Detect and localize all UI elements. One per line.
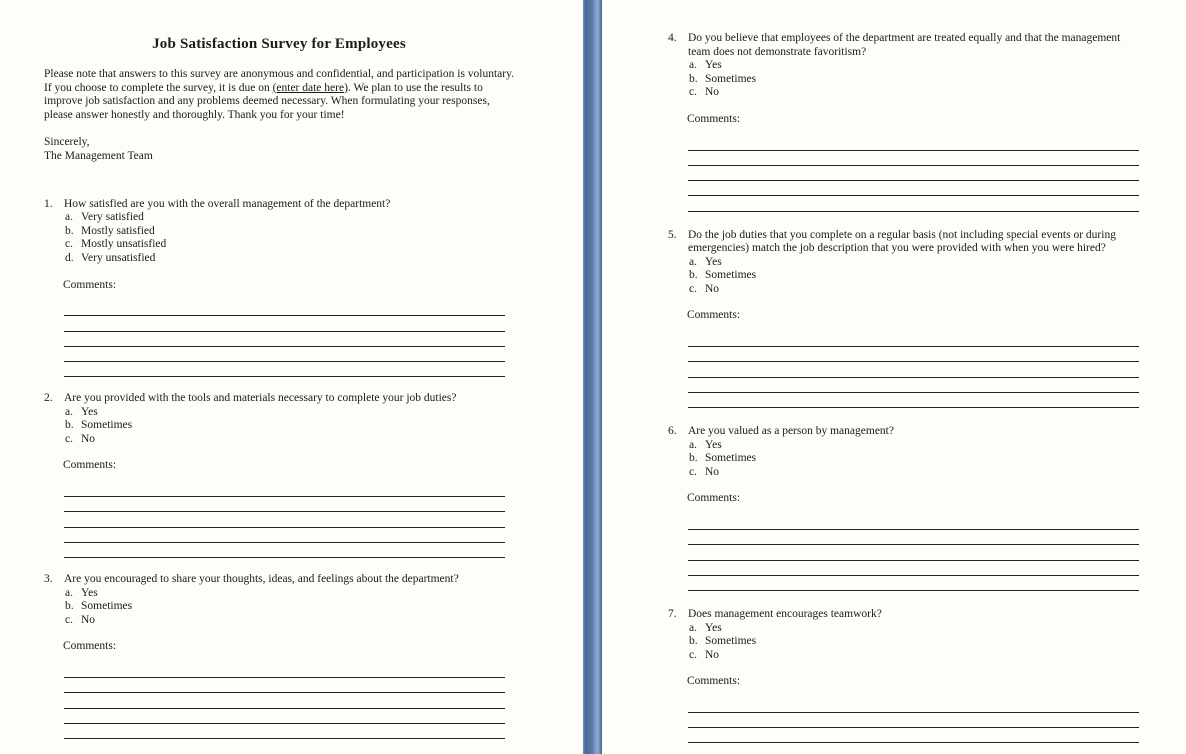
comment-writing-line [688,196,1139,211]
question-text: Are you encouraged to share your thoughts, ideas, and feelings about the department? [64,572,459,585]
page-title: Job Satisfaction Survey for Employees [152,36,406,52]
question-text: Do the job duties that you complete on a regular basis (not including special events or during emergencies) match the job description that you were provided with when you were hired? [688,228,1116,255]
intro-paragraph [44,68,517,122]
option-letter: b. [65,419,74,432]
option-label: Sometimes [705,452,757,465]
comment-writing-line [64,709,505,724]
question-6 [668,425,1140,591]
due-date-placeholder: (enter date here) [272,81,348,94]
question-4 [668,32,1140,212]
answer-options [689,59,1140,100]
answer-option [689,635,1140,649]
option-label: Sometimes [81,419,133,432]
comment-writing-line [688,713,1139,728]
option-label: No [81,613,96,626]
intro-text-after: . We plan to use the results to improve job satisfaction and any problems deemed necessary. When formulating your responses, please answer honestly and thoroughly. Thank you for your time! [44,81,493,121]
comment-writing-line [64,347,505,362]
question-1 [44,198,514,378]
comment-writing-line [64,543,505,558]
page-divider-bar [583,0,602,754]
option-label: Yes [705,621,722,634]
comment-writing-line [64,528,505,543]
answer-option [65,238,514,252]
answer-option [65,211,514,225]
option-label: Yes [705,438,722,451]
option-label: Yes [81,405,98,418]
answer-option [65,225,514,239]
question-number: 3. [44,572,53,585]
comment-writing-line [64,678,505,693]
comment-writing-line [64,482,505,497]
option-label: Very satisfied [81,211,144,224]
comment-writing-line [64,362,505,377]
option-label: Mostly unsatisfied [81,238,167,251]
comment-writing-line [688,151,1139,166]
option-label: Sometimes [705,269,757,282]
option-letter: b. [689,635,698,648]
option-label: Sometimes [705,635,757,648]
answer-option [65,433,514,447]
answer-option [65,587,514,601]
option-label: Yes [81,586,98,599]
comment-writing-line [64,497,505,512]
comment-writing-line [688,576,1139,591]
answer-options [689,439,1140,480]
question-number: 2. [44,392,53,405]
option-letter: a. [689,255,697,268]
answer-option [65,614,514,628]
question-3 [44,573,514,739]
option-label: Yes [705,255,722,268]
comment-lines [688,332,1139,408]
option-label: Sometimes [81,600,133,613]
question-number: 5. [668,228,677,241]
signature-name: The Management Team [44,149,153,162]
question-number: 1. [44,197,53,210]
answer-options [689,256,1140,297]
option-letter: a. [689,438,697,451]
comment-writing-line [688,378,1139,393]
comment-lines [688,698,1139,744]
answer-option [689,622,1140,636]
comments-label: Comments: [63,640,117,653]
answer-options [689,622,1140,663]
comment-lines [688,515,1139,591]
option-letter: a. [65,211,73,224]
comment-writing-line [688,332,1139,347]
comment-writing-line [64,332,505,347]
option-letter: c. [65,432,73,445]
answer-option [689,269,1140,283]
comment-writing-line [64,663,505,678]
question-number: 7. [668,607,677,620]
option-letter: d. [65,251,74,264]
comments-label: Comments: [687,112,741,125]
comment-lines [64,663,505,739]
question-text: Does management encourages teamwork? [688,607,882,620]
comment-lines [64,301,505,377]
comment-writing-line [688,393,1139,408]
comment-writing-line [688,166,1139,181]
answer-option [65,252,514,266]
signature-block [44,136,514,163]
answer-option [689,283,1140,297]
comment-writing-line [688,136,1139,151]
comment-writing-line [688,561,1139,576]
option-letter: b. [65,600,74,613]
right-page [602,0,1186,754]
option-label: No [81,432,96,445]
question-number: 6. [668,425,677,437]
answer-option [689,73,1140,87]
option-letter: b. [65,224,74,237]
option-letter: c. [65,613,73,626]
answer-option [689,452,1140,466]
comments-label: Comments: [687,309,741,322]
comment-lines [688,136,1139,212]
comment-writing-line [64,316,505,331]
option-letter: a. [65,405,73,418]
option-label: Yes [705,59,722,72]
comment-writing-line [688,698,1139,713]
option-letter: a. [65,586,73,599]
question-5 [668,229,1140,409]
option-letter: a. [689,59,697,72]
answer-option [65,406,514,420]
comment-writing-line [688,347,1139,362]
option-label: No [705,282,720,295]
comment-writing-line [688,515,1139,530]
comments-label: Comments: [687,492,741,505]
comments-label: Comments: [63,459,117,472]
comment-writing-line [688,362,1139,377]
option-label: Very unsatisfied [81,251,156,264]
question-text: Are you valued as a person by management? [688,425,894,437]
question-2 [44,392,514,558]
option-letter: b. [689,269,698,282]
comment-writing-line [64,301,505,316]
question-text: How satisfied are you with the overall management of the department? [64,197,391,210]
answer-option [65,419,514,433]
comments-label: Comments: [63,278,117,291]
option-letter: b. [689,452,698,465]
answer-option [689,59,1140,73]
question-number: 4. [668,32,677,44]
comment-writing-line [688,728,1139,743]
left-page [0,0,583,754]
option-letter: c. [689,648,697,661]
option-label: Mostly satisfied [81,224,155,237]
signature-salutation: Sincerely, [44,136,90,149]
comment-lines [64,482,505,558]
answer-option [689,466,1140,480]
answer-options [65,587,514,628]
comment-writing-line [688,545,1139,560]
option-letter: b. [689,72,698,85]
option-label: No [705,648,720,661]
answer-option [689,649,1140,663]
option-letter: c. [65,238,73,251]
answer-options [65,406,514,447]
option-label: No [705,465,720,478]
option-letter: c. [689,282,697,295]
intro-text-before: Please note that answers to this survey are anonymous and confidential, and participation is voluntary. If you choose to complete the survey, it is due on [44,68,517,94]
option-label: No [705,86,720,99]
question-text: Are you provided with the tools and materials necessary to complete your job duties? [64,392,457,405]
option-letter: a. [689,621,697,634]
comment-writing-line [64,724,505,739]
comment-writing-line [688,530,1139,545]
answer-option [689,256,1140,270]
answer-option [65,600,514,614]
comments-label: Comments: [687,675,741,688]
answer-option [689,86,1140,100]
option-label: Sometimes [705,72,757,85]
answer-options [65,211,514,265]
comment-writing-line [64,512,505,527]
comment-writing-line [688,181,1139,196]
question-7 [668,608,1140,744]
option-letter: c. [689,86,697,99]
question-text: Do you believe that employees of the department are treated equally and that the management team does not demonstrate favoritism? [688,32,1121,58]
answer-option [689,439,1140,453]
comment-writing-line [64,693,505,708]
option-letter: c. [689,465,697,478]
